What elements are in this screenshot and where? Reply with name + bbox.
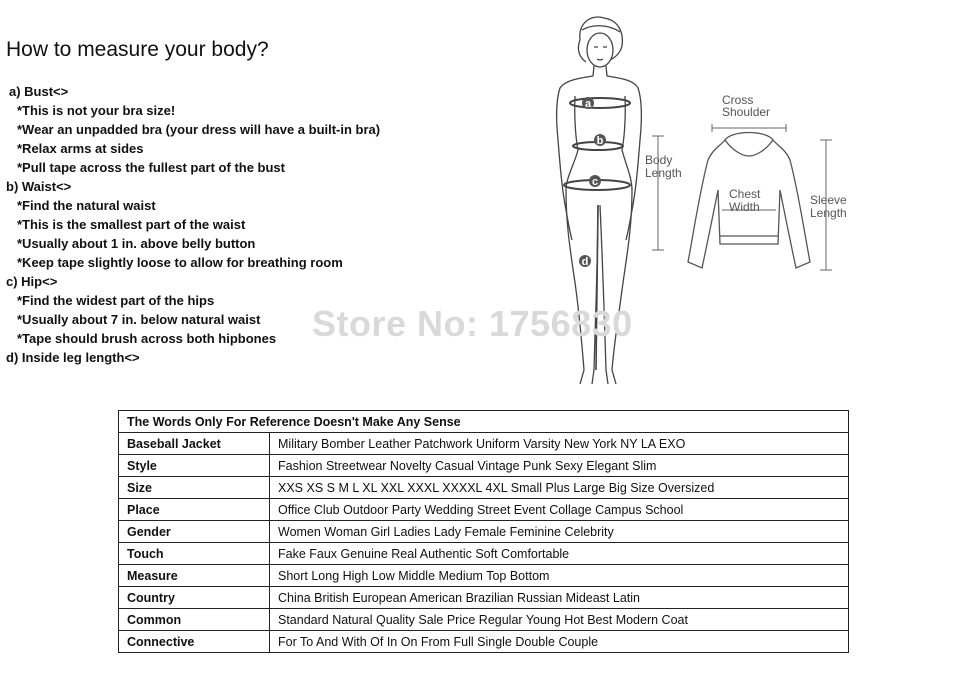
instruction-line: *Keep tape slightly loose to allow for breathing room bbox=[17, 255, 343, 270]
table-header-row bbox=[119, 411, 849, 433]
instruction-line: *Tape should brush across both hipbones bbox=[17, 331, 277, 346]
table-row bbox=[119, 609, 849, 631]
row-value: Fashion Streetwear Novelty Casual Vintage Punk Sexy Elegant Slim bbox=[270, 455, 849, 477]
row-value: Fake Faux Genuine Real Authentic Soft Comfortable bbox=[270, 543, 849, 565]
table-row bbox=[119, 587, 849, 609]
table-row bbox=[119, 433, 849, 455]
chest-width-label-2: Width bbox=[729, 200, 760, 214]
row-value: XXS XS S M L XL XXL XXXL XXXXL 4XL Small Plus Large Big Size Oversized bbox=[270, 477, 849, 499]
instruction-line: *This is not your bra size! bbox=[17, 103, 176, 118]
page-title: How to measure your body? bbox=[6, 38, 269, 61]
sleeve-length-label-2: Length bbox=[810, 206, 847, 220]
instruction-line: *Find the natural waist bbox=[17, 198, 156, 213]
row-key: Size bbox=[119, 477, 270, 499]
instruction-line: *Usually about 1 in. above belly button bbox=[17, 236, 256, 251]
table-row bbox=[119, 521, 849, 543]
instruction-line: a) Bust<> bbox=[9, 84, 69, 99]
row-key: Measure bbox=[119, 565, 270, 587]
instruction-line: *Find the widest part of the hips bbox=[17, 293, 215, 308]
row-value: Standard Natural Quality Sale Price Regular Young Hot Best Modern Coat bbox=[270, 609, 849, 631]
body-length-label-1: Body bbox=[645, 153, 673, 167]
row-key: Touch bbox=[119, 543, 270, 565]
table-header: The Words Only For Reference Doesn't Make Any Sense bbox=[119, 411, 849, 433]
sleeve-length-label-1: Sleeve bbox=[810, 193, 847, 207]
instruction-line: c) Hip<> bbox=[6, 274, 58, 289]
row-key: Country bbox=[119, 587, 270, 609]
instruction-line: *Pull tape across the fullest part of the bust bbox=[17, 160, 285, 175]
row-value: Office Club Outdoor Party Wedding Street Event Collage Campus School bbox=[270, 499, 849, 521]
instruction-line: *Wear an unpadded bra (your dress will have a built-in bra) bbox=[17, 122, 381, 137]
instruction-line: d) Inside leg length<> bbox=[6, 350, 140, 365]
row-value: Women Woman Girl Ladies Lady Female Feminine Celebrity bbox=[270, 521, 849, 543]
row-key: Place bbox=[119, 499, 270, 521]
cross-shoulder-label-2: Shoulder bbox=[722, 105, 771, 119]
row-key: Baseball Jacket bbox=[119, 433, 270, 455]
chest-width-label-1: Chest bbox=[729, 187, 761, 201]
row-value: Short Long High Low Middle Medium Top Bottom bbox=[270, 565, 849, 587]
table-row bbox=[119, 565, 849, 587]
marker-c: c bbox=[591, 176, 599, 188]
table-row bbox=[119, 499, 849, 521]
store-watermark: Store No: 1756830 bbox=[312, 303, 633, 344]
body-length-label-2: Length bbox=[645, 166, 682, 180]
table-row bbox=[119, 455, 849, 477]
row-key: Connective bbox=[119, 631, 270, 653]
instruction-line: *Usually about 7 in. below natural waist bbox=[17, 312, 261, 327]
table-row bbox=[119, 477, 849, 499]
table-row bbox=[119, 631, 849, 653]
marker-a: a bbox=[584, 98, 592, 110]
row-key: Common bbox=[119, 609, 270, 631]
row-value: For To And With Of In On From Full Single Double Couple bbox=[270, 631, 849, 653]
row-value: Military Bomber Leather Patchwork Uniform Varsity New York NY LA EXO bbox=[270, 433, 849, 455]
instruction-line: b) Waist<> bbox=[6, 179, 72, 194]
table-row bbox=[119, 543, 849, 565]
marker-d: d bbox=[581, 256, 589, 268]
row-key: Style bbox=[119, 455, 270, 477]
row-value: China British European American Brazilian Russian Mideast Latin bbox=[270, 587, 849, 609]
reference-table bbox=[118, 410, 849, 653]
row-key: Gender bbox=[119, 521, 270, 543]
instruction-line: *This is the smallest part of the waist bbox=[17, 217, 246, 232]
sweater-labels bbox=[645, 93, 847, 220]
marker-b: b bbox=[596, 135, 604, 147]
instruction-line: *Relax arms at sides bbox=[17, 141, 144, 156]
cross-shoulder-label-1: Cross bbox=[722, 93, 754, 107]
